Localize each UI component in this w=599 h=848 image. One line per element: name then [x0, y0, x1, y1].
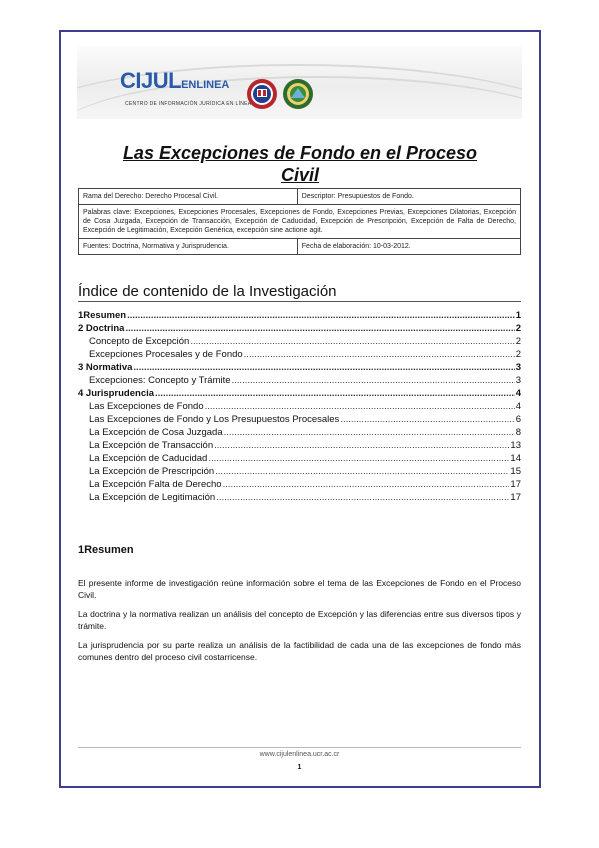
- meta-descriptor: Descriptor: Presupuestos de Fondo.: [297, 189, 520, 205]
- toc-entry[interactable]: Las Excepciones de Fondo y Los Presupuestos Procesales ..... 6: [78, 413, 521, 426]
- section-heading-resumen: 1Resumen: [78, 544, 134, 556]
- faculty-seal-icon: [282, 78, 314, 110]
- document-title: Las Excepciones de Fondo en el Proceso Civil: [122, 143, 478, 185]
- table-of-contents: [78, 309, 521, 504]
- toc-entry[interactable]: La Excepción de Transacción ..... 13: [78, 439, 521, 452]
- meta-rama: Rama del Derecho: Derecho Procesal Civil.: [79, 189, 298, 205]
- footer-url[interactable]: www.cijulenlinea.ucr.ac.cr: [78, 747, 521, 761]
- toc-entry[interactable]: La Excepción de Cosa Juzgada ..... 8: [78, 426, 521, 439]
- paragraph: El presente informe de investigación reúne información sobre el tema de las Excepciones de Fondo en el Proceso Civil.: [78, 578, 521, 600]
- toc-entry[interactable]: Las Excepciones de Fondo ..... 4: [78, 400, 521, 413]
- cijul-logo: CIJULENLINEA: [120, 68, 230, 93]
- page-number: 1: [297, 764, 302, 771]
- toc-entry[interactable]: Concepto de Excepción ..... 2: [78, 335, 521, 348]
- meta-fecha: Fecha de elaboración: 10-03-2012.: [297, 239, 520, 255]
- metadata-table: [78, 188, 521, 255]
- meta-fuentes: Fuentes: Doctrina, Normativa y Jurisprudencia.: [79, 239, 298, 255]
- toc-entry[interactable]: Excepciones: Concepto y Trámite ..... 3: [78, 374, 521, 387]
- toc-entry[interactable]: La Excepción de Legitimación ..... 17: [78, 491, 521, 504]
- meta-keywords: Palabras clave: Excepciones, Excepciones Procesales, Excepciones de Fondo, Excepciones Previas, Excepciones Dilatorias, Excepción de Cosa Juzgada, Excepción de Transacción, Excepción de Caducidad, Excepción de Prescripción, Excepción de Falta de Derecho, Excepción de Legitimación, Excepción Genérica, excepción sine actione agit.: [79, 205, 521, 239]
- logo-tagline: CENTRO DE INFORMACIÓN JURÍDICA EN LÍNEA: [125, 101, 252, 107]
- toc-entry[interactable]: 1Resumen ..... 1: [78, 309, 521, 322]
- toc-entry[interactable]: 2 Doctrina ..... 2: [78, 322, 521, 335]
- resumen-body: [78, 578, 521, 671]
- university-seal-icon: [246, 78, 278, 110]
- toc-entry[interactable]: Excepciones Procesales y de Fondo ..... 2: [78, 348, 521, 361]
- toc-heading: Índice de contenido de la Investigación: [78, 283, 521, 302]
- header-banner: [77, 46, 522, 119]
- toc-entry[interactable]: La Excepción de Prescripción ..... 15: [78, 465, 521, 478]
- paragraph: La jurisprudencia por su parte realiza un análisis de la factibilidad de cada una de las excepciones de fondo más comunes dentro del proceso civil costarricense.: [78, 640, 521, 662]
- paragraph: La doctrina y la normativa realizan un análisis del concepto de Excepción y las diferencias entre sus diversos tipos y trámite.: [78, 609, 521, 631]
- toc-entry[interactable]: La Excepción de Caducidad ..... 14: [78, 452, 521, 465]
- toc-entry[interactable]: La Excepción Falta de Derecho ..... 17: [78, 478, 521, 491]
- toc-entry[interactable]: 3 Normativa ..... 3: [78, 361, 521, 374]
- toc-entry[interactable]: 4 Jurisprudencia ..... 4: [78, 387, 521, 400]
